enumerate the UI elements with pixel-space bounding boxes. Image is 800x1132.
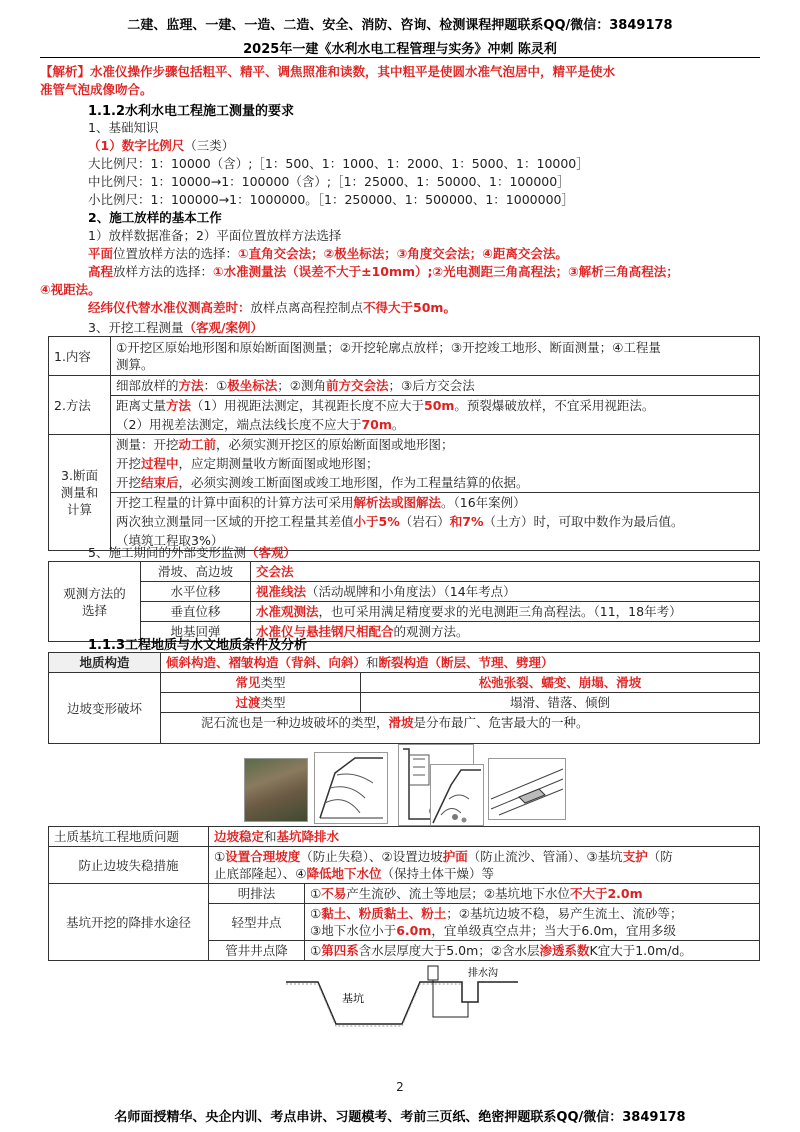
pit-table <box>48 826 760 961</box>
method-distance-line <box>111 396 759 415</box>
header-contact: 二建、监理、一建、一造、二造、安全、消防、咨询、检测课程押题联系QQ/微信：3849178 <box>127 18 673 33</box>
t: 50m <box>424 398 455 413</box>
t: ③地下水位小于 <box>310 923 397 938</box>
row-section <box>111 435 760 551</box>
scale-note: （三类） <box>184 138 235 153</box>
elevation-label: 高程 <box>88 264 114 279</box>
deform-value <box>251 622 760 642</box>
t: 不大于2.0m <box>569 886 643 901</box>
content-line-2: 测算。 <box>116 357 154 372</box>
dewatering-label: 基坑开挖的降排水途径 <box>49 884 209 961</box>
row-label-method: 2.方法 <box>49 376 111 435</box>
label-line: 观测方法的 <box>63 585 126 601</box>
row-method <box>111 376 760 435</box>
method-tube-well: 管井井点降 <box>209 941 305 961</box>
label-line: 计算 <box>66 502 92 517</box>
geo-value <box>161 653 760 673</box>
t: K宜大于1.0m/d。 <box>589 943 692 958</box>
t: ① <box>214 849 226 864</box>
section-heading-112: 1.1.2水利水电工程施工测量的要求 <box>88 104 295 119</box>
t: （1）用视距法测定，其视距长度不应大于 <box>191 398 424 413</box>
t: 设置合理坡度 <box>225 849 301 864</box>
deform-value <box>251 562 760 582</box>
table-row <box>49 337 760 376</box>
basic-knowledge: 1、基础知识 <box>88 120 159 135</box>
deform-key: 滑坡、高边坡 <box>141 562 251 582</box>
t: 解析法或图解法 <box>353 495 442 510</box>
t: 小于5% <box>353 514 400 529</box>
t: ① <box>310 886 322 901</box>
method-parallax-line <box>111 415 759 434</box>
rock-cliff-photo <box>244 758 308 822</box>
slope-measures-label: 防止边坡失稳措施 <box>49 847 209 884</box>
t: 细部放样的 <box>116 378 179 393</box>
t: 水准仪与悬挂钢尺相配合 <box>256 624 394 639</box>
t: 动工前 <box>178 437 217 452</box>
t: 边坡稳定 <box>214 829 265 844</box>
theodolite-note <box>88 298 456 316</box>
t: 断裂构造（断层、节理、劈理） <box>378 655 554 670</box>
plane-label: 平面 <box>88 246 114 261</box>
transition-values: 塌滑、错落、倾倒 <box>361 693 760 713</box>
table-row <box>49 582 760 602</box>
t: ，宜单级真空点井；当大于6.0m，宜用多级 <box>431 923 676 938</box>
scale-title <box>88 136 234 154</box>
analysis-line-1: 【解析】水准仪操作步骤包括粗平、精平、调焦照准和读数，其中粗平是使圆水准气泡居中，精平是使水 <box>40 64 616 79</box>
t: 过程中 <box>141 456 179 471</box>
t: 方法 <box>178 378 204 393</box>
t: 6.0m <box>396 923 432 938</box>
t: 类型 <box>260 695 286 710</box>
method-open-drain: 明排法 <box>209 884 305 904</box>
section-heading-113: 1.1.3工程地质与水文地质条件及分析 <box>88 638 308 653</box>
slope-collapse-sketch <box>430 764 484 826</box>
pit-issue-label: 土质基坑工程地质问题 <box>49 827 209 847</box>
section-line <box>111 435 759 454</box>
deform-title <box>88 543 296 561</box>
deform-label <box>49 562 141 642</box>
t: 极坐标法 <box>227 378 278 393</box>
t: ① <box>310 906 322 921</box>
method-light-wellpoint: 轻型井点 <box>209 904 305 941</box>
geology-table <box>48 652 760 744</box>
medium-scale: 中比例尺：1：10000→1：100000（含）;［1：25000、1：50000、1：100000］ <box>88 174 570 189</box>
t: ；③后方交会法 <box>388 378 475 393</box>
header-rule <box>40 57 760 58</box>
section-line <box>111 473 759 493</box>
pit-issue-value <box>209 827 760 847</box>
t: 距离丈量 <box>116 398 167 413</box>
scale-title-text: （1）数字比例尺 <box>88 138 185 153</box>
t: ，必须实测竣工断面图或竣工地形图，作为工程量结算的依据。 <box>178 475 529 490</box>
t: 前方交会法 <box>325 378 389 393</box>
deform-key: 地基回弹 <box>141 622 251 642</box>
t: 类型 <box>260 675 286 690</box>
page-title: 2025年一建《水利水电工程管理与实务》冲刺 陈灵利 <box>243 42 557 57</box>
plane-methods-list: ①直角交会法；②极坐标法；③角度交会法；④距离交会法。 <box>238 246 568 261</box>
excavation-tag: （客观/案例） <box>183 320 264 335</box>
t: （防 <box>647 849 673 864</box>
footer-contact: 名师面授精华、央企内训、考点串讲、习题模考、考前三页纸、绝密押题联系QQ/微信：3849178 <box>114 1110 686 1125</box>
t: 测量：开挖 <box>116 437 179 452</box>
t: 降低地下水位 <box>306 866 382 881</box>
open-drain-detail <box>305 884 760 904</box>
t: 两次独立测量同一区域的开挖工程量其差值 <box>116 514 354 529</box>
plane-methods <box>88 244 568 262</box>
t: 70m <box>361 417 392 432</box>
t: 开挖 <box>116 456 142 471</box>
elevation-text: 放样方法的选择： <box>113 264 214 279</box>
deform-key: 垂直位移 <box>141 602 251 622</box>
transition-type <box>161 693 361 713</box>
t: 渗透系数 <box>539 943 590 958</box>
t: （2）用视差法测定，端点法线长度不应大于 <box>116 417 362 432</box>
light-wellpoint-detail <box>305 904 760 941</box>
t: 不易 <box>321 886 347 901</box>
t: 过渡 <box>235 695 261 710</box>
t: ：① <box>203 378 228 393</box>
t: 第四系 <box>321 943 359 958</box>
deform-key: 水平位移 <box>141 582 251 602</box>
t: ① <box>310 943 322 958</box>
table-row <box>49 435 760 551</box>
sliding-layer-sketch <box>488 758 566 820</box>
label-line: 选择 <box>81 602 107 618</box>
common-type <box>161 673 361 693</box>
landslide-sketch-1 <box>314 752 388 824</box>
content-line-1: ①开挖区原始地形图和原始断面图测量；②开挖轮廓点放样；③开挖竣工地形、断面测量；④工程量 <box>116 340 661 355</box>
t: 和 <box>366 655 379 670</box>
small-scale: 小比例尺：1：100000→1：1000000。［1：250000、1：500000、1：1000000］ <box>88 192 574 207</box>
layout-title: 2、施工放样的基本工作 <box>88 210 222 225</box>
t: ，必须实测开挖区的原始断面图或地形图； <box>216 437 454 452</box>
t: 视准线法 <box>256 584 307 599</box>
analysis-line-2: 准管气泡成像吻合。 <box>40 82 153 97</box>
table-row <box>49 653 760 673</box>
t: 结束后 <box>141 475 179 490</box>
pit-label: 基坑 <box>342 992 364 1005</box>
t: 滑坡 <box>388 715 414 730</box>
label-line: 测量和 <box>60 485 99 500</box>
t: 。（16年案例） <box>441 495 526 510</box>
section-line <box>111 512 759 531</box>
t: ，也可采用满足精度要求的光电测距三角高程法。（11，18年考） <box>318 604 682 619</box>
t: 水准观测法 <box>256 604 319 619</box>
deform-value <box>251 582 760 602</box>
t: 交会法 <box>256 564 294 579</box>
t: 止底部隆起）、④ <box>214 866 307 881</box>
table-row <box>49 827 760 847</box>
large-scale: 大比例尺：1：10000（含）;［1：500、1：1000、1：2000、1：5000、1：10000］ <box>88 156 589 171</box>
t: 和 <box>264 829 277 844</box>
table-row <box>49 847 760 884</box>
elevation-method-4: ④视距法。 <box>40 282 101 297</box>
t: 是分布最广、危害最大的一种。 <box>413 715 589 730</box>
page-number: 2 <box>396 1080 404 1094</box>
theodolite-text: 放样点离高程控制点 <box>250 300 364 315</box>
t: ，应定期测量收方断面图或地形图； <box>178 456 379 471</box>
table-row <box>49 376 760 435</box>
t: ；②测角 <box>277 378 326 393</box>
row-content <box>111 337 760 376</box>
t: 泥石流也是一种边坡破坏的类型， <box>201 715 389 730</box>
t: （活动觇牌和小角度法）（14年考点） <box>306 584 516 599</box>
t: 方法 <box>166 398 192 413</box>
table-row <box>49 562 760 582</box>
excavation-table <box>48 336 760 551</box>
elevation-methods <box>88 262 679 280</box>
ditch-label: 排水沟 <box>468 968 498 979</box>
t: 常见 <box>235 675 261 690</box>
t: （岩石） <box>399 514 450 529</box>
t: 倾斜构造、褶皱构造（背斜、向斜） <box>166 655 367 670</box>
theodolite-label: 经纬仪代替水准仪测高差时： <box>88 300 251 315</box>
common-values: 松弛张裂、蠕变、崩塌、滑坡 <box>361 673 760 693</box>
deform-table <box>48 561 760 642</box>
t: （防止流沙、管涌）、③基坑 <box>467 849 623 864</box>
theodolite-limit: 不得大于50m。 <box>363 300 456 315</box>
slope-measures <box>209 847 760 884</box>
deform-title-text: 5、施工期间的外部变形监测 <box>88 545 246 560</box>
t: 产生流砂、流土等地层；②基坑地下水位 <box>346 886 570 901</box>
t: 开挖 <box>116 475 142 490</box>
layout-step-1: 1）放样数据准备；2）平面位置放样方法选择 <box>88 228 342 243</box>
section-line: （填筑工程取3%） <box>116 533 224 548</box>
t: 含水层厚度大于5.0m；②含水层 <box>358 943 540 958</box>
table-row <box>49 884 760 904</box>
t: 开挖工程量的计算中面积的计算方法可采用 <box>116 495 354 510</box>
label-line: 3.断面 <box>61 468 98 483</box>
t: （保持土体干燥）等 <box>381 866 494 881</box>
t: 护面 <box>442 849 468 864</box>
t: 和7% <box>449 514 484 529</box>
table-row <box>49 602 760 622</box>
table-row <box>49 673 760 693</box>
tube-well-detail <box>305 941 760 961</box>
t: （防止失稳）、②设置边坡 <box>300 849 443 864</box>
t: 。 <box>391 417 405 432</box>
slope-label: 边坡变形破坏 <box>49 673 161 744</box>
deform-value <box>251 602 760 622</box>
t: 支护 <box>622 849 648 864</box>
t: 。预裂爆破放样，不宜采用视距法。 <box>454 398 655 413</box>
excavation-title-text: 3、开挖工程测量 <box>88 320 184 335</box>
excavation-title <box>88 318 263 336</box>
plane-text: 位置放样方法的选择： <box>113 246 239 261</box>
pit-diagram <box>282 962 522 1034</box>
deform-tag: （客观） <box>245 545 296 560</box>
t: 的观测方法。 <box>393 624 469 639</box>
elevation-methods-list: ①水准测量法（误差不大于±10mm）;②光电测距三角高程法；③解析三角高程法； <box>213 264 679 279</box>
method-detail-line <box>111 376 759 396</box>
t: 黏土、粉质黏土、粉土 <box>321 906 447 921</box>
mudflow-note <box>161 713 760 744</box>
t: （土方）时，可取中数作为最后值。 <box>483 514 684 529</box>
row-label-content: 1.内容 <box>49 337 111 376</box>
geo-label: 地质构造 <box>49 653 161 673</box>
t: 基坑降排水 <box>276 829 340 844</box>
row-label-section <box>49 435 111 551</box>
t: ；②基坑边坡不稳，易产生流土、流砂等； <box>446 906 683 921</box>
section-line <box>111 493 759 512</box>
section-line <box>111 454 759 473</box>
